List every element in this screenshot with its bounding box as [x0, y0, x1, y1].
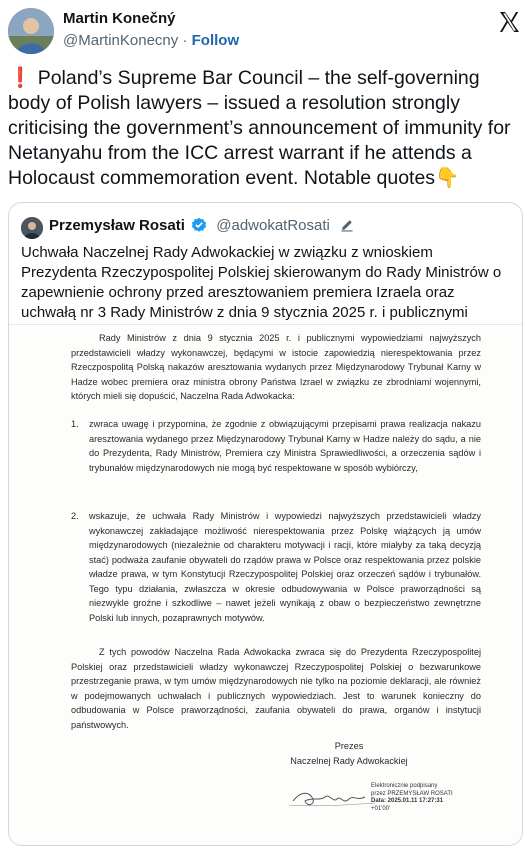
- exclamation-emoji: ❗: [8, 67, 33, 89]
- author-handle-row: [63, 32, 239, 49]
- quoted-author-handle[interactable]: @adwokatRosati: [216, 217, 330, 234]
- attached-document-image[interactable]: [9, 324, 522, 846]
- esign-line: Data: 2025.01.11 17:27:31: [371, 798, 444, 804]
- follow-button[interactable]: Follow: [191, 32, 240, 49]
- separator-dot: ·: [182, 32, 188, 49]
- quoted-author-avatar[interactable]: [21, 217, 43, 239]
- esign-line: Elektronicznie podpisany: [371, 783, 438, 789]
- signature-org: Naczelnej Rady Adwokackiej: [290, 755, 408, 766]
- electronic-signature-note: [371, 783, 491, 813]
- document-content: [71, 331, 481, 730]
- quoted-author-line: [49, 217, 354, 234]
- esign-line: przez PRZEMYSŁAW ROSATI: [371, 790, 453, 797]
- handwritten-signature-icon: [287, 781, 377, 817]
- author-name[interactable]: Martin Konečný: [63, 10, 176, 27]
- document-item-text: zwraca uwagę i przypomina, że zgodnie z obwiązującymi przepisami prawa realizacja nakazu aresztowania wydanego przez Międzynarodowy Trybunał Karny w Hadze należy do sądu, a nie do Prezydenta, Rady Ministrów, Premiera czy Ministra Sprawiedliwości, a orzeczenia sądów i trybunałów międzynarodowych nie mogą być respektowane w sposób wybiórczy,: [89, 419, 481, 473]
- pointing-down-emoji: 👇: [435, 167, 460, 189]
- esign-line: +01'00': [371, 805, 391, 812]
- document-item-number: 1.: [71, 419, 79, 429]
- document-intro: Rady Ministrów z dnia 9 stycznia 2025 r. i publicznymi wypowiedziami najwyższych przedstawicieli władzy wykonawczej, będącymi w istocie zapowiedzią nierespektowania przez Rzeczpospolitą Polską nakazów aresztowania wydanych przez Międzynarodowy Trybunał Karny w Hadze wobec premiera oraz ministra obrony Państwa Izrael w związku ze zbrodniami wojennymi, których mieli się dopuścić, Naczelna Rada Adwokacka:: [71, 333, 481, 401]
- quoted-author-name[interactable]: Przemysław Rosati: [49, 217, 185, 234]
- tweet-body: Poland’s Supreme Bar Council – the self-governing body of Polish lawyers – issued a resolution strongly criticising the government’s announcement of immunity for Netanyahu from the ICC arrest warrant if he attends a Holocaust commemoration event. Notable quotes: [8, 67, 511, 189]
- quoted-tweet-text: Uchwała Naczelnej Rady Adwokackiej w związku z wnioskiem Prezydenta Rzeczypospolitej Polskiej skierowanym do Rady Ministrów o zapewnienie ochrony przed aresztowaniem premiera Izraela oraz uchwałą nr 3 Rady Ministrów z dnia 9 stycznia 2025 r. i publicznymi: [21, 244, 502, 321]
- document-item-text: wskazuje, że uchwała Rady Ministrów i wypowiedzi najwyższych przedstawicieli władzy wykonawczej zakładające możliwość nierespektowania przez Polskę wiążących ją umów międzynarodowych (niezależnie od charakteru motywacji i racji, które miałyby za taką decyzją stać) podważa zaufanie obywateli do rządów prawa w Polsce oraz respektowania przez polskie władze prawa, w tym Konstytucji Rzeczypospolitej Polskiej oraz orzeczeń sądów i trybunałów. Tego typu działania, zwłaszcza w okresie odbudowywania w Polsce praworządności są niezwykle groźne i szkodliwe – nawet jeżeli wynikają z obaw o bezpieczeństwo zewnętrzne Polski lub innych, pozaprawnych motywów.: [89, 511, 481, 623]
- author-handle[interactable]: @MartinKonecny: [63, 32, 179, 49]
- signature-block: [264, 739, 434, 768]
- author-avatar[interactable]: [8, 8, 54, 54]
- document-closing: Z tych powodów Naczelna Rada Adwokacka zwraca się do Prezydenta Rzeczypospolitej Polskiej oraz przedstawicieli władzy wykonawczej Rzeczypospolitej Polskiej o bezwarunkowe przestrzeganie prawa, w tym umów międzynarodowych nie tylko na poziomie deklaracji, ale również w podejmowanych uchwałach i publicznych wypowiedziach. Jest to warunek konieczny do odbudowania w Polsce praworządności, zaufania obywateli do prawa, organów i instytucji państwowych.: [71, 647, 481, 730]
- signature-title: Prezes: [334, 741, 364, 751]
- tweet-text: [8, 66, 523, 191]
- pencil-edit-icon: [340, 218, 354, 232]
- verified-badge-icon: [191, 217, 207, 233]
- x-logo-icon[interactable]: [497, 10, 521, 34]
- document-item-number: 2.: [71, 511, 79, 521]
- quoted-tweet-card[interactable]: [8, 202, 523, 846]
